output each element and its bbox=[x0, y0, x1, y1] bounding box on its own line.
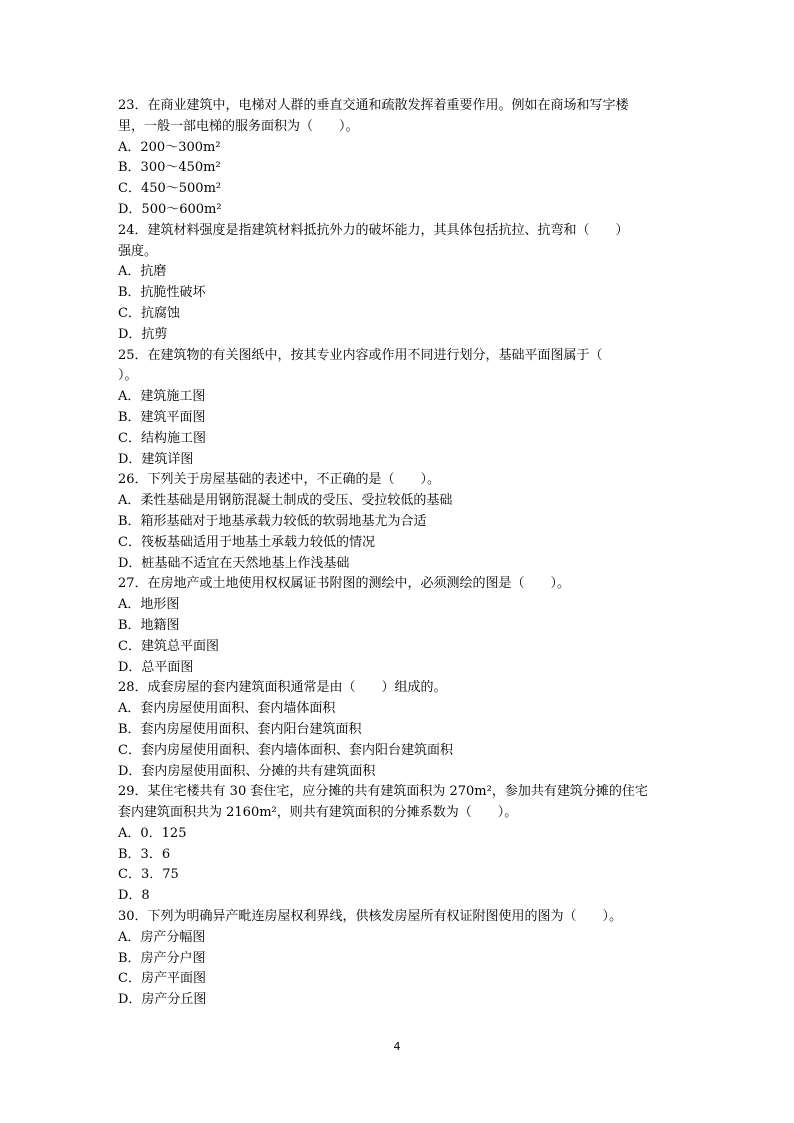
option-a: A．房产分幅图 bbox=[118, 929, 206, 945]
option-c: C．套内房屋使用面积、套内墙体面积、套内阳台建筑面积 bbox=[118, 742, 453, 758]
option-b: B．300～450m² bbox=[118, 160, 221, 176]
option-c: C．3．75 bbox=[118, 867, 179, 883]
question-30 bbox=[118, 907, 678, 1011]
option-d: D．房产分丘图 bbox=[118, 992, 207, 1008]
option-c: C．450～500m² bbox=[118, 181, 222, 197]
option-d: D．套内房屋使用面积、分摊的共有建筑面积 bbox=[118, 763, 376, 779]
option-c: C．建筑总平面图 bbox=[118, 638, 219, 654]
question-stem-line: 套内建筑面积共为 2160m²，则共有建筑面积的分摊系数为（ ）。 bbox=[118, 805, 518, 821]
question-stem-line: 23．在商业建筑中，电梯对人群的垂直交通和疏散发挥着重要作用。例如在商场和写字楼 bbox=[118, 98, 629, 113]
question-stem-line: 30．下列为明确异产毗连房屋权利界线，供核发房屋所有权证附图使用的图为（ ）。 bbox=[118, 909, 623, 925]
option-c: C．抗腐蚀 bbox=[118, 305, 180, 321]
option-a: A．建筑施工图 bbox=[118, 389, 206, 405]
option-d: D．建筑详图 bbox=[118, 451, 194, 467]
option-c: C．结构施工图 bbox=[118, 430, 206, 446]
option-d: D．抗剪 bbox=[118, 326, 168, 342]
question-stem-line: 29．某住宅楼共有 30 套住宅，应分摊的共有建筑面积为 270m²，参加共有建筑分摊的住宅 bbox=[118, 784, 648, 800]
question-27 bbox=[118, 574, 678, 678]
question-stem-line: 27．在房地产或土地使用权权属证书附图的测绘中，必须测绘的图是（ ）。 bbox=[118, 576, 571, 592]
option-d: D．500～600m² bbox=[118, 201, 222, 217]
option-b: B．3．6 bbox=[118, 846, 171, 862]
option-a: A．抗磨 bbox=[118, 264, 167, 280]
option-c: C．筏板基础适用于地基土承载力较低的情况 bbox=[118, 534, 375, 550]
option-c: C．房产平面图 bbox=[118, 971, 206, 987]
question-stem-line: 24．建筑材料强度是指建筑材料抵抗外力的破坏能力，其具体包括抗拉、抗弯和（ ） bbox=[118, 222, 629, 238]
question-stem-line: 26．下列关于房屋基础的表述中，不正确的是（ ）。 bbox=[118, 472, 441, 488]
question-29 bbox=[118, 782, 678, 907]
question-24 bbox=[118, 221, 678, 346]
option-b: B．箱形基础对于地基承载力较低的软弱地基尤为合适 bbox=[118, 513, 427, 529]
question-28 bbox=[118, 678, 678, 782]
option-a: A．地形图 bbox=[118, 597, 180, 613]
option-a: A．套内房屋使用面积、套内墙体面积 bbox=[118, 701, 336, 717]
option-b: B．建筑平面图 bbox=[118, 409, 206, 425]
option-a: A．柔性基础是用钢筋混凝土制成的受压、受拉较低的基础 bbox=[118, 493, 453, 509]
option-d: D．8 bbox=[118, 888, 150, 904]
question-stem-line: 25．在建筑物的有关图纸中，按其专业内容或作用不同进行划分，基础平面图属于（ bbox=[118, 347, 603, 363]
option-b: B．套内房屋使用面积、套内阳台建筑面积 bbox=[118, 721, 362, 737]
question-stem-line: ）。 bbox=[118, 368, 138, 384]
option-b: B．房产分户图 bbox=[118, 950, 206, 966]
question-26 bbox=[118, 470, 678, 574]
question-stem-line: 28．成套房屋的套内建筑面积通常是由（ ）组成的。 bbox=[118, 680, 447, 696]
option-a: A．0．125 bbox=[118, 825, 187, 841]
option-a: A．200～300m² bbox=[118, 139, 221, 155]
option-d: D．桩基础不适宜在天然地基上作浅基础 bbox=[118, 555, 350, 571]
question-stem-line: 强度。 bbox=[118, 243, 158, 259]
option-d: D．总平面图 bbox=[118, 659, 194, 675]
question-25 bbox=[118, 346, 678, 471]
document-body bbox=[118, 96, 678, 1011]
page-number: 4 bbox=[393, 1040, 401, 1053]
option-b: B．抗脆性破坏 bbox=[118, 285, 206, 301]
option-b: B．地籍图 bbox=[118, 617, 180, 633]
question-23 bbox=[118, 96, 678, 221]
question-stem-line: 里，一般一部电梯的服务面积为（ ）。 bbox=[118, 118, 359, 134]
